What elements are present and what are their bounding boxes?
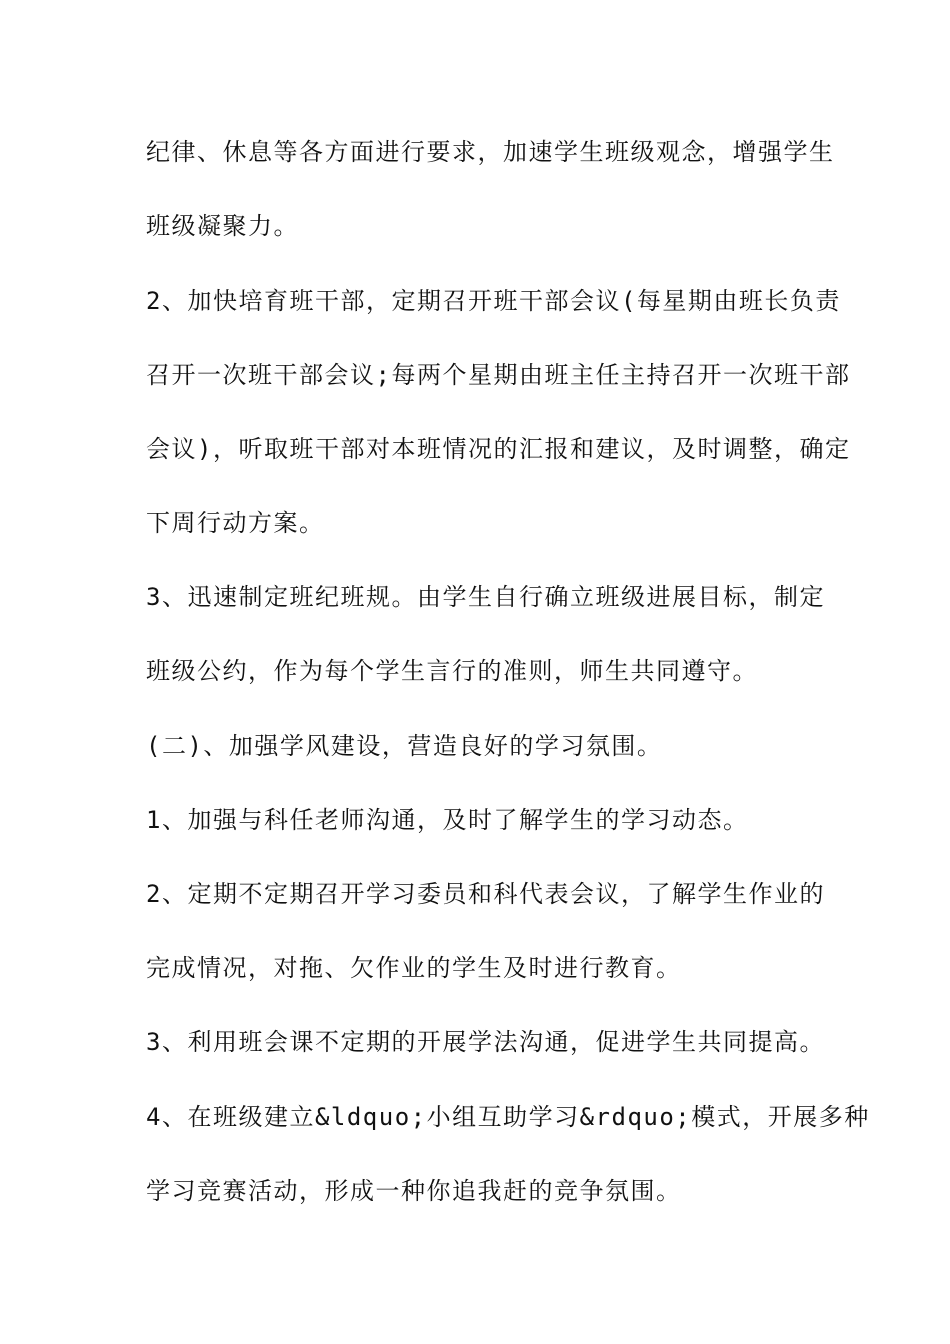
text-line: (二)、加强学风建设，营造良好的学习氛围。 <box>146 732 663 760</box>
text-line: 2、定期不定期召开学习委员和科代表会议，了解学生作业的 <box>146 880 825 908</box>
text-line: 召开一次班干部会议;每两个星期由班主任主持召开一次班干部 <box>146 361 851 389</box>
text-line: 完成情况，对拖、欠作业的学生及时进行教育。 <box>146 954 682 982</box>
text-line: 3、利用班会课不定期的开展学法沟通，促进学生共同提高。 <box>146 1028 825 1056</box>
text-line: 班级凝聚力。 <box>146 212 299 240</box>
text-line: 4、在班级建立&ldquo;小组互助学习&rdquo;模式，开展多种 <box>146 1103 870 1131</box>
text-line: 会议)，听取班干部对本班情况的汇报和建议，及时调整，确定 <box>146 435 851 463</box>
text-line: 班级公约，作为每个学生言行的准则，师生共同遵守。 <box>146 657 758 685</box>
text-line: 3、迅速制定班纪班规。由学生自行确立班级进展目标，制定 <box>146 583 825 611</box>
text-line: 2、加快培育班干部，定期召开班干部会议(每星期由班长负责 <box>146 287 841 315</box>
text-line: 学习竞赛活动，形成一种你追我赶的竞争氛围。 <box>146 1177 682 1205</box>
text-line: 纪律、休息等各方面进行要求，加速学生班级观念，增强学生 <box>146 138 835 166</box>
text-line: 下周行动方案。 <box>146 509 325 537</box>
text-line: 1、加强与科任老师沟通，及时了解学生的学习动态。 <box>146 806 749 834</box>
